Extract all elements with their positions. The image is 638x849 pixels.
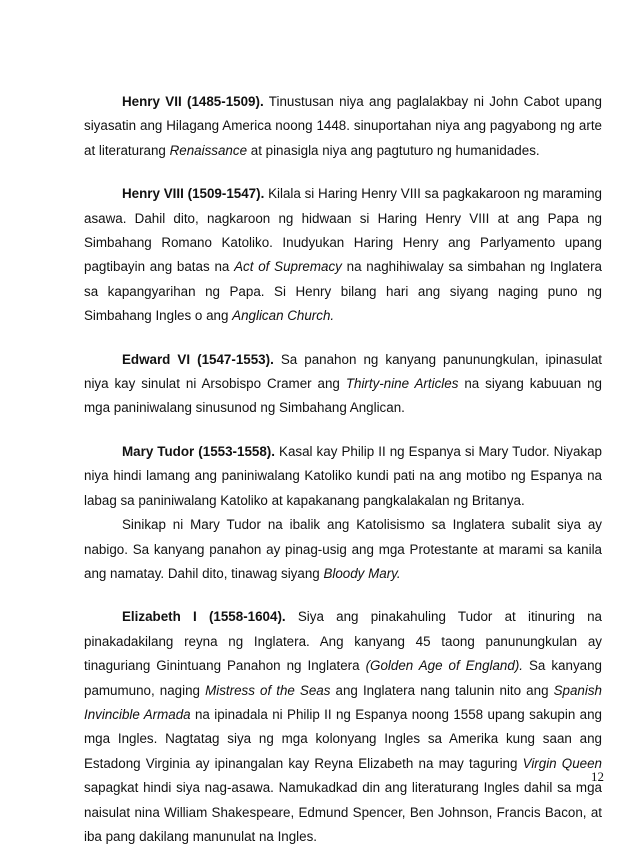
paragraph-text: sapagkat hindi siya nag-asawa. Namukadkad din ang literaturang Ingles dahil sa mga naisulat nina William Shakespeare, Edmund Spencer, Ben Johnson, Francis Bacon, at iba pang dakilang manunulat na Ingles.	[84, 780, 602, 844]
paragraph-text: Kilala si Haring Henry VIII sa pagkakaroon ng maraming asawa. Dahil dito, nagkaroon ng hidwaan si Haring Henry VIII at ang Papa ng Simbahang Romano Katoliko. Inudyukan Haring Henry ang Parlyamento upang pagtibayin ang batas na	[84, 186, 602, 275]
italic-term: Mistress of the Seas	[205, 682, 331, 698]
paragraph-mary-tudor-continued	[84, 513, 602, 586]
paragraph-text: na naghihiwalay sa simbahan ng Inglatera sa kapangyarihan ng Papa. Si Henry bilang hari ang siyang naging puno ng Simbahang Ingles o ang	[84, 259, 602, 324]
italic-term: Anglican Church.	[232, 308, 335, 324]
paragraph-text: Sa kanyang pamumuno, naging	[84, 658, 602, 698]
page-number: 12	[591, 769, 604, 784]
paragraph-henry-vii	[84, 90, 602, 163]
italic-term: (Golden Age of England).	[365, 658, 524, 674]
italic-term: Renaissance	[169, 142, 248, 158]
paragraph-text: Tinustusan niya ang paglalakbay ni John Cabot upang siyasatin ang Hilagang America noong 1448. sinuportahan niya ang pagyabong ng arte at literaturang	[84, 94, 602, 158]
paragraph-heading: Mary Tudor (1553-1558).	[122, 443, 275, 459]
italic-term: Bloody Mary.	[323, 565, 401, 581]
italic-term: Virgin Queen	[522, 755, 602, 771]
paragraph-henry-viii	[84, 182, 602, 328]
paragraph-text: Siya ang pinakahuling Tudor at itinuring na pinakadakilang reyna ng Inglatera. Ang kanyang 45 taong panunungkulan ay tinaguriang Ginintuang Panahon ng Inglatera	[84, 609, 603, 674]
paragraph-elizabeth-i	[84, 605, 602, 849]
paragraph-text: na siyang kabuuan ng mga paniniwalang sinusunod ng Simbahang Anglican.	[84, 376, 602, 416]
paragraph-text: Sa panahon ng kanyang panunungkulan, ipinasulat niya kay sinulat ni Arsobispo Cramer ang	[84, 351, 602, 392]
paragraph-heading: Edward VI (1547-1553).	[122, 351, 274, 367]
paragraph-edward-vi	[84, 348, 602, 421]
paragraph-text: na ipinadala ni Philip II ng Espanya noong 1558 upang sakupin ang mga Ingles. Nagtatag siya ng mga kolonyang Ingles sa Amerika kung saan ang Estadong Virginia ay ipinangalan kay Reyna Elizabeth na may taguring	[84, 706, 602, 771]
italic-term: Spanish Invincible Armada	[84, 682, 602, 722]
paragraph-text: Kasal kay Philip II ng Espanya si Mary Tudor. Niyakap niya hindi lamang ang paniniwalang Katoliko kundi pati na ang motibo ng Espanya na labag sa paniniwalang Katoliko at kapakanang pangkalakalan ng Britanya.	[84, 443, 602, 508]
italic-term: Thirty-nine Articles	[345, 376, 459, 392]
paragraph-heading: Elizabeth I (1558-1604).	[122, 609, 286, 625]
paragraph-heading: Henry VII (1485-1509).	[122, 94, 264, 109]
paragraph-text: at pinasigla niya ang pagtuturo ng humanidades.	[247, 142, 540, 158]
italic-term: Act of Supremacy	[234, 259, 342, 275]
paragraph-text: Sinikap ni Mary Tudor na ibalik ang Katolisismo sa Inglatera subalit siya ay nabigo. Sa kanyang panahon ay pinag-usig ang mga Protestante at marami sa kanila ang namatay. Dahil dito, tinawag siyang	[84, 517, 602, 581]
paragraph-text: ang Inglatera nang talunin nito ang	[330, 682, 554, 698]
document-body	[84, 90, 602, 849]
paragraph-heading: Henry VIII (1509-1547).	[122, 186, 265, 202]
paragraph-mary-tudor	[84, 440, 602, 513]
